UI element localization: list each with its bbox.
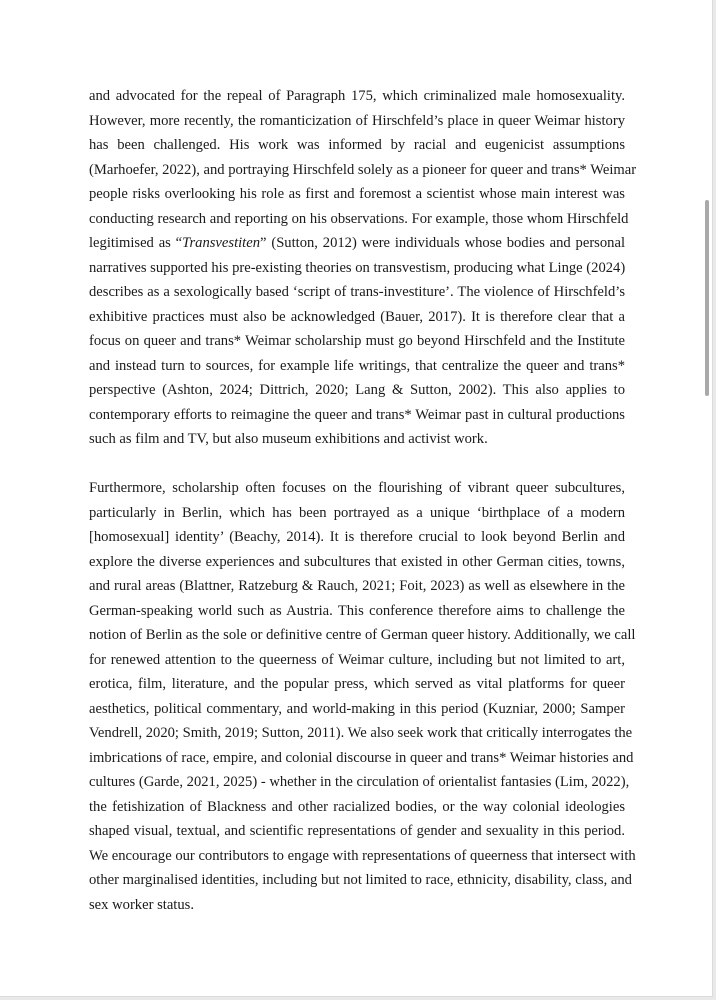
paragraph-2-line: explore the diverse experiences and subcultures that existed in other German cities, towns, xyxy=(89,553,625,570)
paragraph-1-line-italic: legitimised as “Transvestiten” (Sutton, 2012) were individuals whose bodies and personal xyxy=(89,235,625,251)
paragraph-2-line: notion of Berlin as the sole or definitive centre of German queer history. Additionally, we call xyxy=(89,627,636,643)
paragraph-1-line: such as film and TV, but also museum exhibitions and activist work. xyxy=(89,431,488,447)
paragraph-2-line: German-speaking world such as Austria. This conference therefore aims to challenge the xyxy=(89,602,625,619)
paragraph-2-line: the fetishization of Blackness and other racialized bodies, or the way colonial ideologies xyxy=(89,798,625,815)
paragraph-2-line: and rural areas (Blattner, Ratzeburg & Rauch, 2021; Foit, 2023) as well as elsewhere in the xyxy=(89,578,625,594)
paragraph-1-line: and instead turn to sources, for example life writings, that centralize the queer and trans* xyxy=(89,357,625,374)
paragraph-1-line: perspective (Ashton, 2024; Dittrich, 2020; Lang & Sutton, 2002). This also applies to xyxy=(89,382,625,398)
paragraph-2-line: for renewed attention to the queerness of Weimar culture, including but not limited to art, xyxy=(89,651,625,668)
paragraph-1-line: has been challenged. His work was informed by racial and eugenicist assumptions xyxy=(89,137,625,153)
paragraph-2-line: shaped visual, textual, and scientific representations of gender and sexuality in this period. xyxy=(89,823,625,839)
paragraph-1-line: focus on queer and trans* Weimar scholarship must go beyond Hirschfeld and the Institute xyxy=(89,333,625,349)
paragraph-2-line: imbrications of race, empire, and colonial discourse in queer and trans* Weimar histories and xyxy=(89,749,634,766)
paragraph-1-line: narratives supported his pre-existing theories on transvestism, producing what Linge (2024) xyxy=(89,259,626,276)
paragraph-1-line: and advocated for the repeal of Paragraph 175, which criminalized male homosexuality. xyxy=(89,88,625,104)
paragraph-2-line: erotica, film, literature, and the popular press, which served as vital platforms for queer xyxy=(89,676,625,692)
paragraph-2-line: sex worker status. xyxy=(89,896,194,913)
paragraph-1-line: people risks overlooking his role as first and foremost a scientist whose main interest was xyxy=(89,186,625,202)
italic-term: Transvestiten xyxy=(182,235,261,251)
paragraph-2-line: [homosexual] identity’ (Beachy, 2014). It is therefore crucial to look beyond Berlin and xyxy=(89,529,625,545)
scrollbar-thumb[interactable] xyxy=(705,200,709,396)
paragraph-1-line: (Marhoefer, 2022), and portraying Hirschfeld solely as a pioneer for queer and trans* Weimar xyxy=(89,161,637,178)
paragraph-2-line: aesthetics, political commentary, and world-making in this period (Kuzniar, 2000; Samper xyxy=(89,700,625,717)
paragraph-1-line: conducting research and reporting on his observations. For example, those whom Hirschfeld xyxy=(89,210,629,227)
paragraph-2-line: Furthermore, scholarship often focuses on the flourishing of vibrant queer subcultures, xyxy=(89,480,625,496)
paragraph-1-line: contemporary efforts to reimagine the queer and trans* Weimar past in cultural productions xyxy=(89,406,625,423)
paragraph-2-line: particularly in Berlin, which has been portrayed as a unique ‘birthplace of a modern xyxy=(89,504,625,521)
paragraph-2-line: cultures (Garde, 2021, 2025) - whether in the circulation of orientalist fantasies (Lim, 2022), xyxy=(89,774,630,790)
paragraph-2-line: We encourage our contributors to engage with representations of queerness that intersect with xyxy=(89,847,636,864)
paragraph-2 xyxy=(89,476,636,917)
paragraph-2-line: other marginalised identities, including but not limited to race, ethnicity, disability, class, and xyxy=(89,872,632,888)
paragraph-1-line: exhibitive practices must also be acknowledged (Bauer, 2017). It is therefore clear that a xyxy=(89,308,625,325)
paragraph-1-line: However, more recently, the romanticization of Hirschfeld’s place in queer Weimar history xyxy=(89,112,625,129)
paragraph-1 xyxy=(89,84,637,452)
paragraph-2-line: Vendrell, 2020; Smith, 2019; Sutton, 2011). We also seek work that critically interrogates the xyxy=(89,725,633,741)
paragraph-1-line: describes as a sexologically based ‘script of trans-investiture’. The violence of Hirschfeld’s xyxy=(89,284,625,300)
